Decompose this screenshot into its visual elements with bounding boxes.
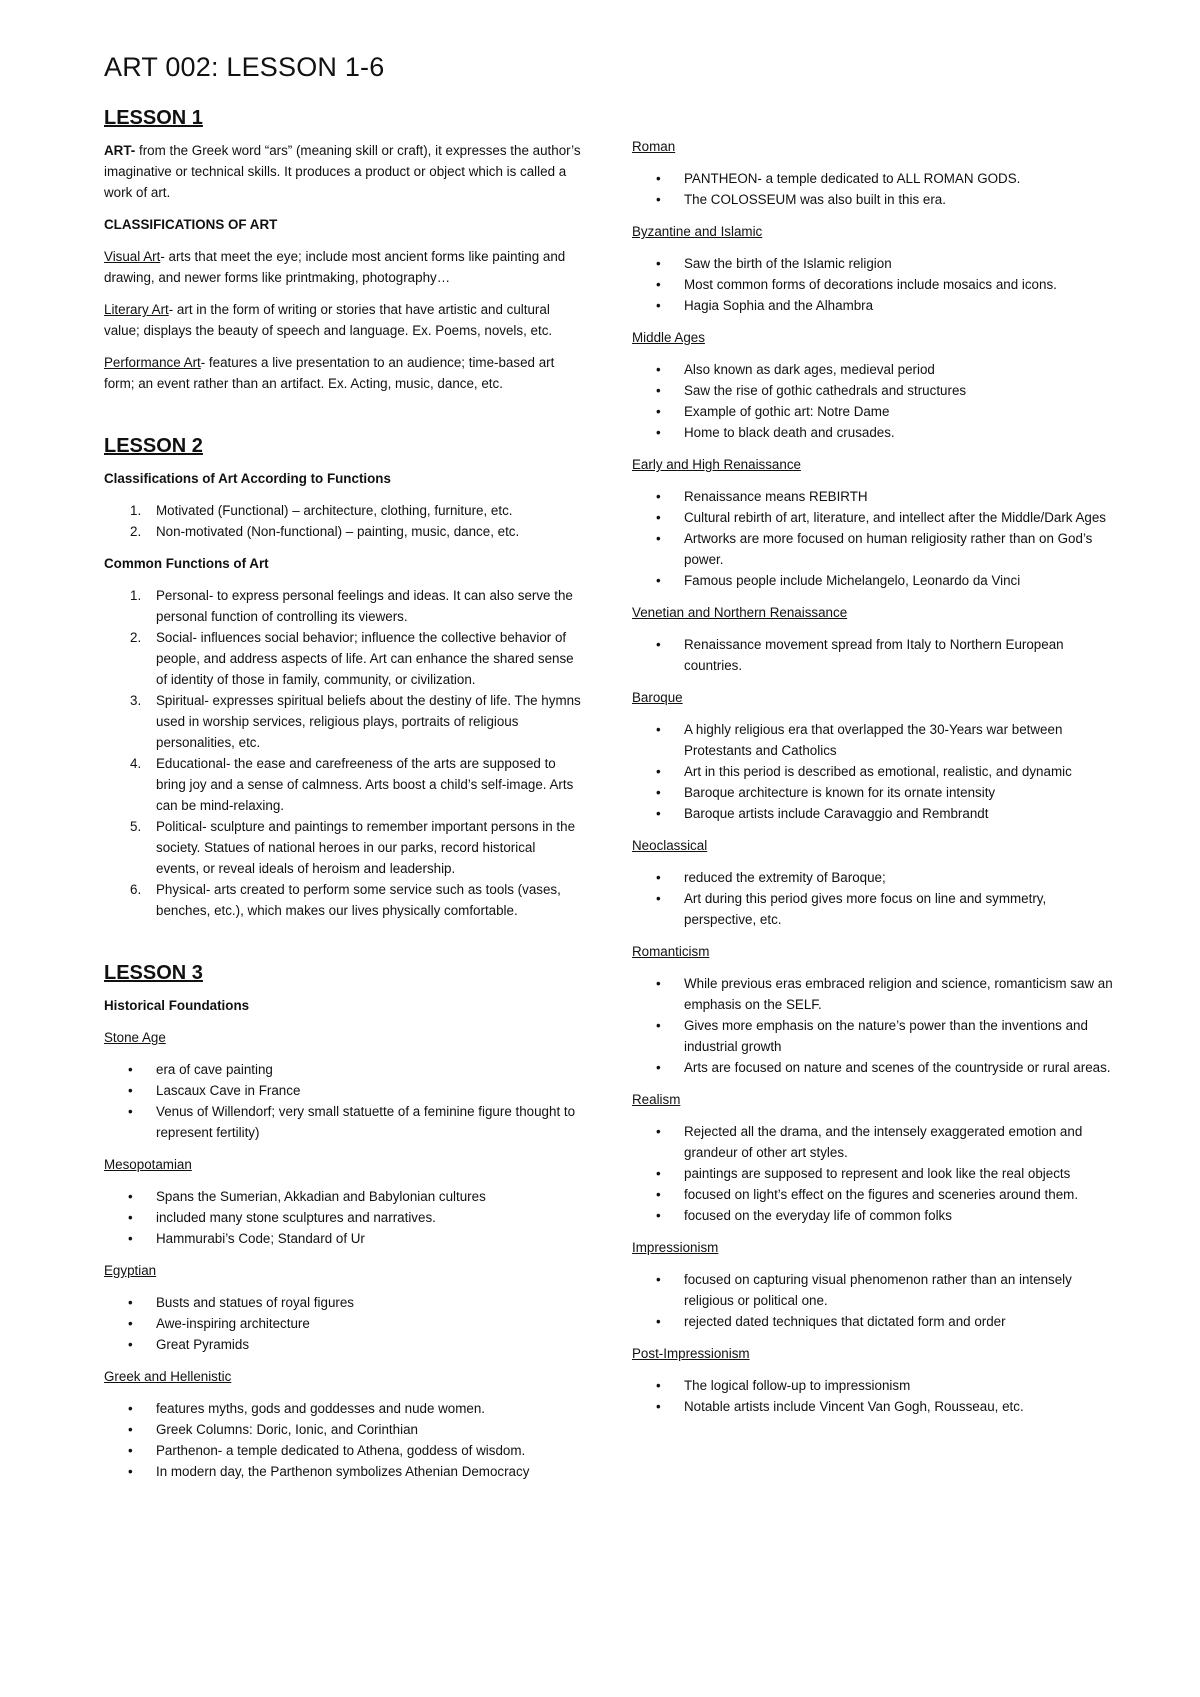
era-heading-roman: Roman: [632, 139, 676, 154]
era-list-egyptian: [104, 1292, 582, 1355]
functions-heading: Classifications of Art According to Functions: [104, 471, 391, 486]
list-item: • Baroque artists include Caravaggio and Rembrandt: [684, 803, 1120, 824]
list-item: 5. Political- sculpture and paintings to remember important persons in the society. Statues of national heroes in our parks, record historical events, or reveal ideals of heroism and leadership.: [130, 819, 576, 876]
art-definition-text: from the Greek word “ars” (meaning skill or craft), it expresses the author’s imaginative or technical skills. It produces a product or object which is called a work of art.: [104, 143, 581, 200]
list-item: • Renaissance movement spread from Italy to Northern European countries.: [684, 634, 1120, 676]
lesson-2-heading: LESSON 2: [104, 435, 203, 457]
era-heading-neoclassical: Neoclassical: [632, 838, 708, 853]
list-item: • Lascaux Cave in France: [156, 1080, 582, 1101]
era-list-greek-and-hellenistic: [104, 1398, 582, 1482]
list-item: 4. Educational- the ease and carefreeness of the arts are supposed to bring joy and a sense of calmness. Arts boost a child’s self-image. Arts can be mind-relaxing.: [130, 756, 574, 813]
era-list-early-and-high-renaissance: [632, 486, 1120, 591]
list-item: • Great Pyramids: [156, 1334, 582, 1355]
era-heading-impressionism: Impressionism: [632, 1240, 719, 1255]
list-item: 3. Spiritual- expresses spiritual beliefs about the destiny of life. The hymns used in worship services, religious plays, portraits of religious personalities, etc.: [130, 693, 581, 750]
list-item: • Example of gothic art: Notre Dame: [684, 401, 1120, 422]
common-functions-list: [104, 585, 582, 921]
list-item: • paintings are supposed to represent and look like the real objects: [684, 1163, 1120, 1184]
era-heading-post-impressionism: Post-Impressionism: [632, 1346, 750, 1361]
list-item: 2. Social- influences social behavior; influence the collective behavior of people, and address aspects of life. Art can enhance the shared sense of identity of those in family, community, or civilization.: [130, 630, 574, 687]
list-item: • Arts are focused on nature and scenes of the countryside or rural areas.: [684, 1057, 1120, 1078]
era-heading-baroque: Baroque: [632, 690, 683, 705]
era-list-stone-age: [104, 1059, 582, 1143]
era-heading-middle-ages: Middle Ages: [632, 330, 705, 345]
list-item: • Baroque architecture is known for its ornate intensity: [684, 782, 1120, 803]
art-term: ART-: [104, 143, 136, 158]
list-item: • Saw the rise of gothic cathedrals and structures: [684, 380, 1120, 401]
performance-art-text: - features a live presentation to an audience; time-based art form; an event rather than an artifact. Ex. Acting, music, dance, etc.: [104, 355, 555, 391]
list-item: • Most common forms of decorations include mosaics and icons.: [684, 274, 1120, 295]
era-list-baroque: [632, 719, 1120, 824]
list-item: 1. Personal- to express personal feelings and ideas. It can also serve the personal function of controlling its viewers.: [130, 588, 573, 624]
visual-art-term: Visual Art: [104, 249, 161, 264]
era-heading-byzantine-and-islamic: Byzantine and Islamic: [632, 224, 763, 239]
list-item: • Saw the birth of the Islamic religion: [684, 253, 1120, 274]
list-item: 2. Non-motivated (Non-functional) – painting, music, dance, etc.: [130, 524, 520, 539]
list-item: • Greek Columns: Doric, Ionic, and Corinthian: [156, 1419, 582, 1440]
era-list-impressionism: [632, 1269, 1120, 1332]
era-heading-venetian-and-northern-renaissance: Venetian and Northern Renaissance: [632, 605, 848, 620]
era-heading-romanticism: Romanticism: [632, 944, 710, 959]
era-list-mesopotamian: [104, 1186, 582, 1249]
eras-right-container: [632, 136, 1120, 1417]
list-item: • Spans the Sumerian, Akkadian and Babylonian cultures: [156, 1186, 582, 1207]
era-heading-greek-and-hellenistic: Greek and Hellenistic: [104, 1369, 232, 1384]
era-list-realism: [632, 1121, 1120, 1226]
era-list-roman: [632, 168, 1120, 210]
lesson-1-heading: LESSON 1: [104, 107, 203, 129]
performance-art-definition: [104, 352, 582, 394]
literary-art-term: Literary Art: [104, 302, 169, 317]
lesson-3-heading: LESSON 3: [104, 962, 203, 984]
eras-left-container: [104, 1027, 582, 1482]
list-item: • Busts and statues of royal figures: [156, 1292, 582, 1313]
visual-art-definition: [104, 246, 582, 288]
list-item: • Gives more emphasis on the nature’s power than the inventions and industrial growth: [684, 1015, 1120, 1057]
list-item: • Art during this period gives more focus on line and symmetry, perspective, etc.: [684, 888, 1120, 930]
list-item: • Famous people include Michelangelo, Leonardo da Vinci: [684, 570, 1120, 591]
literary-art-text: - art in the form of writing or stories that have artistic and cultural value; displays the beauty of speech and language. Ex. Poems, novels, etc.: [104, 302, 553, 338]
historical-foundations-heading: Historical Foundations: [104, 998, 250, 1013]
era-list-neoclassical: [632, 867, 1120, 930]
common-functions-heading: Common Functions of Art: [104, 556, 269, 571]
era-heading-mesopotamian: Mesopotamian: [104, 1157, 192, 1172]
list-item: • Also known as dark ages, medieval period: [684, 359, 1120, 380]
era-list-venetian-and-northern-renaissance: [632, 634, 1120, 676]
list-item: • Renaissance means REBIRTH: [684, 486, 1120, 507]
era-heading-egyptian: Egyptian: [104, 1263, 157, 1278]
list-item: • Venus of Willendorf; very small statuette of a feminine figure thought to represent fertility): [156, 1101, 582, 1143]
list-item: • PANTHEON- a temple dedicated to ALL ROMAN GODS.: [684, 168, 1120, 189]
literary-art-definition: [104, 299, 582, 341]
era-heading-stone-age: Stone Age: [104, 1030, 166, 1045]
list-item: • Hammurabi’s Code; Standard of Ur: [156, 1228, 582, 1249]
performance-art-term: Performance Art: [104, 355, 201, 370]
era-heading-early-and-high-renaissance: Early and High Renaissance: [632, 457, 801, 472]
era-list-romanticism: [632, 973, 1120, 1078]
list-item: • Parthenon- a temple dedicated to Athena, goddess of wisdom.: [156, 1440, 582, 1461]
list-item: • A highly religious era that overlapped the 30-Years war between Protestants and Catholics: [684, 719, 1120, 761]
list-item: • Notable artists include Vincent Van Gogh, Rousseau, etc.: [684, 1396, 1120, 1417]
list-item: • In modern day, the Parthenon symbolizes Athenian Democracy: [156, 1461, 582, 1482]
visual-art-text: - arts that meet the eye; include most ancient forms like painting and drawing, and newer forms like printmaking, photography…: [104, 249, 566, 285]
classifications-heading: CLASSIFICATIONS OF ART: [104, 217, 278, 232]
left-column: [104, 104, 582, 1493]
list-item: • reduced the extremity of Baroque;: [684, 867, 1120, 888]
list-item: • Hagia Sophia and the Alhambra: [684, 295, 1120, 316]
list-item: • features myths, gods and goddesses and nude women.: [156, 1398, 582, 1419]
list-item: • rejected dated techniques that dictated form and order: [684, 1311, 1120, 1332]
list-item: • While previous eras embraced religion and science, romanticism saw an emphasis on the SELF.: [684, 973, 1120, 1015]
list-item: • focused on the everyday life of common folks: [684, 1205, 1120, 1226]
list-item: • focused on capturing visual phenomenon rather than an intensely religious or political one.: [684, 1269, 1120, 1311]
list-item: • Rejected all the drama, and the intensely exaggerated emotion and grandeur of other art styles.: [684, 1121, 1120, 1163]
list-item: • Cultural rebirth of art, literature, and intellect after the Middle/Dark Ages: [684, 507, 1120, 528]
era-list-middle-ages: [632, 359, 1120, 443]
list-item: • focused on light’s effect on the figures and sceneries around them.: [684, 1184, 1120, 1205]
functions-list: [104, 500, 582, 542]
art-definition: [104, 140, 582, 203]
list-item: • Art in this period is described as emotional, realistic, and dynamic: [684, 761, 1120, 782]
list-item: • Awe-inspiring architecture: [156, 1313, 582, 1334]
era-list-byzantine-and-islamic: [632, 253, 1120, 316]
list-item: • Home to black death and crusades.: [684, 422, 1120, 443]
list-item: • era of cave painting: [156, 1059, 582, 1080]
list-item: • The logical follow-up to impressionism: [684, 1375, 1120, 1396]
list-item: • The COLOSSEUM was also built in this era.: [684, 189, 1120, 210]
list-item: 6. Physical- arts created to perform some service such as tools (vases, benches, etc.), which makes our lives physically comfortable.: [130, 882, 561, 918]
document-title: ART 002: LESSON 1-6: [104, 52, 385, 82]
list-item: • Artworks are more focused on human religiosity rather than on God’s power.: [684, 528, 1120, 570]
era-heading-realism: Realism: [632, 1092, 681, 1107]
right-column: [632, 136, 1120, 1428]
era-list-post-impressionism: [632, 1375, 1120, 1417]
list-item: 1. Motivated (Functional) – architecture, clothing, furniture, etc.: [130, 503, 513, 518]
list-item: • included many stone sculptures and narratives.: [156, 1207, 582, 1228]
